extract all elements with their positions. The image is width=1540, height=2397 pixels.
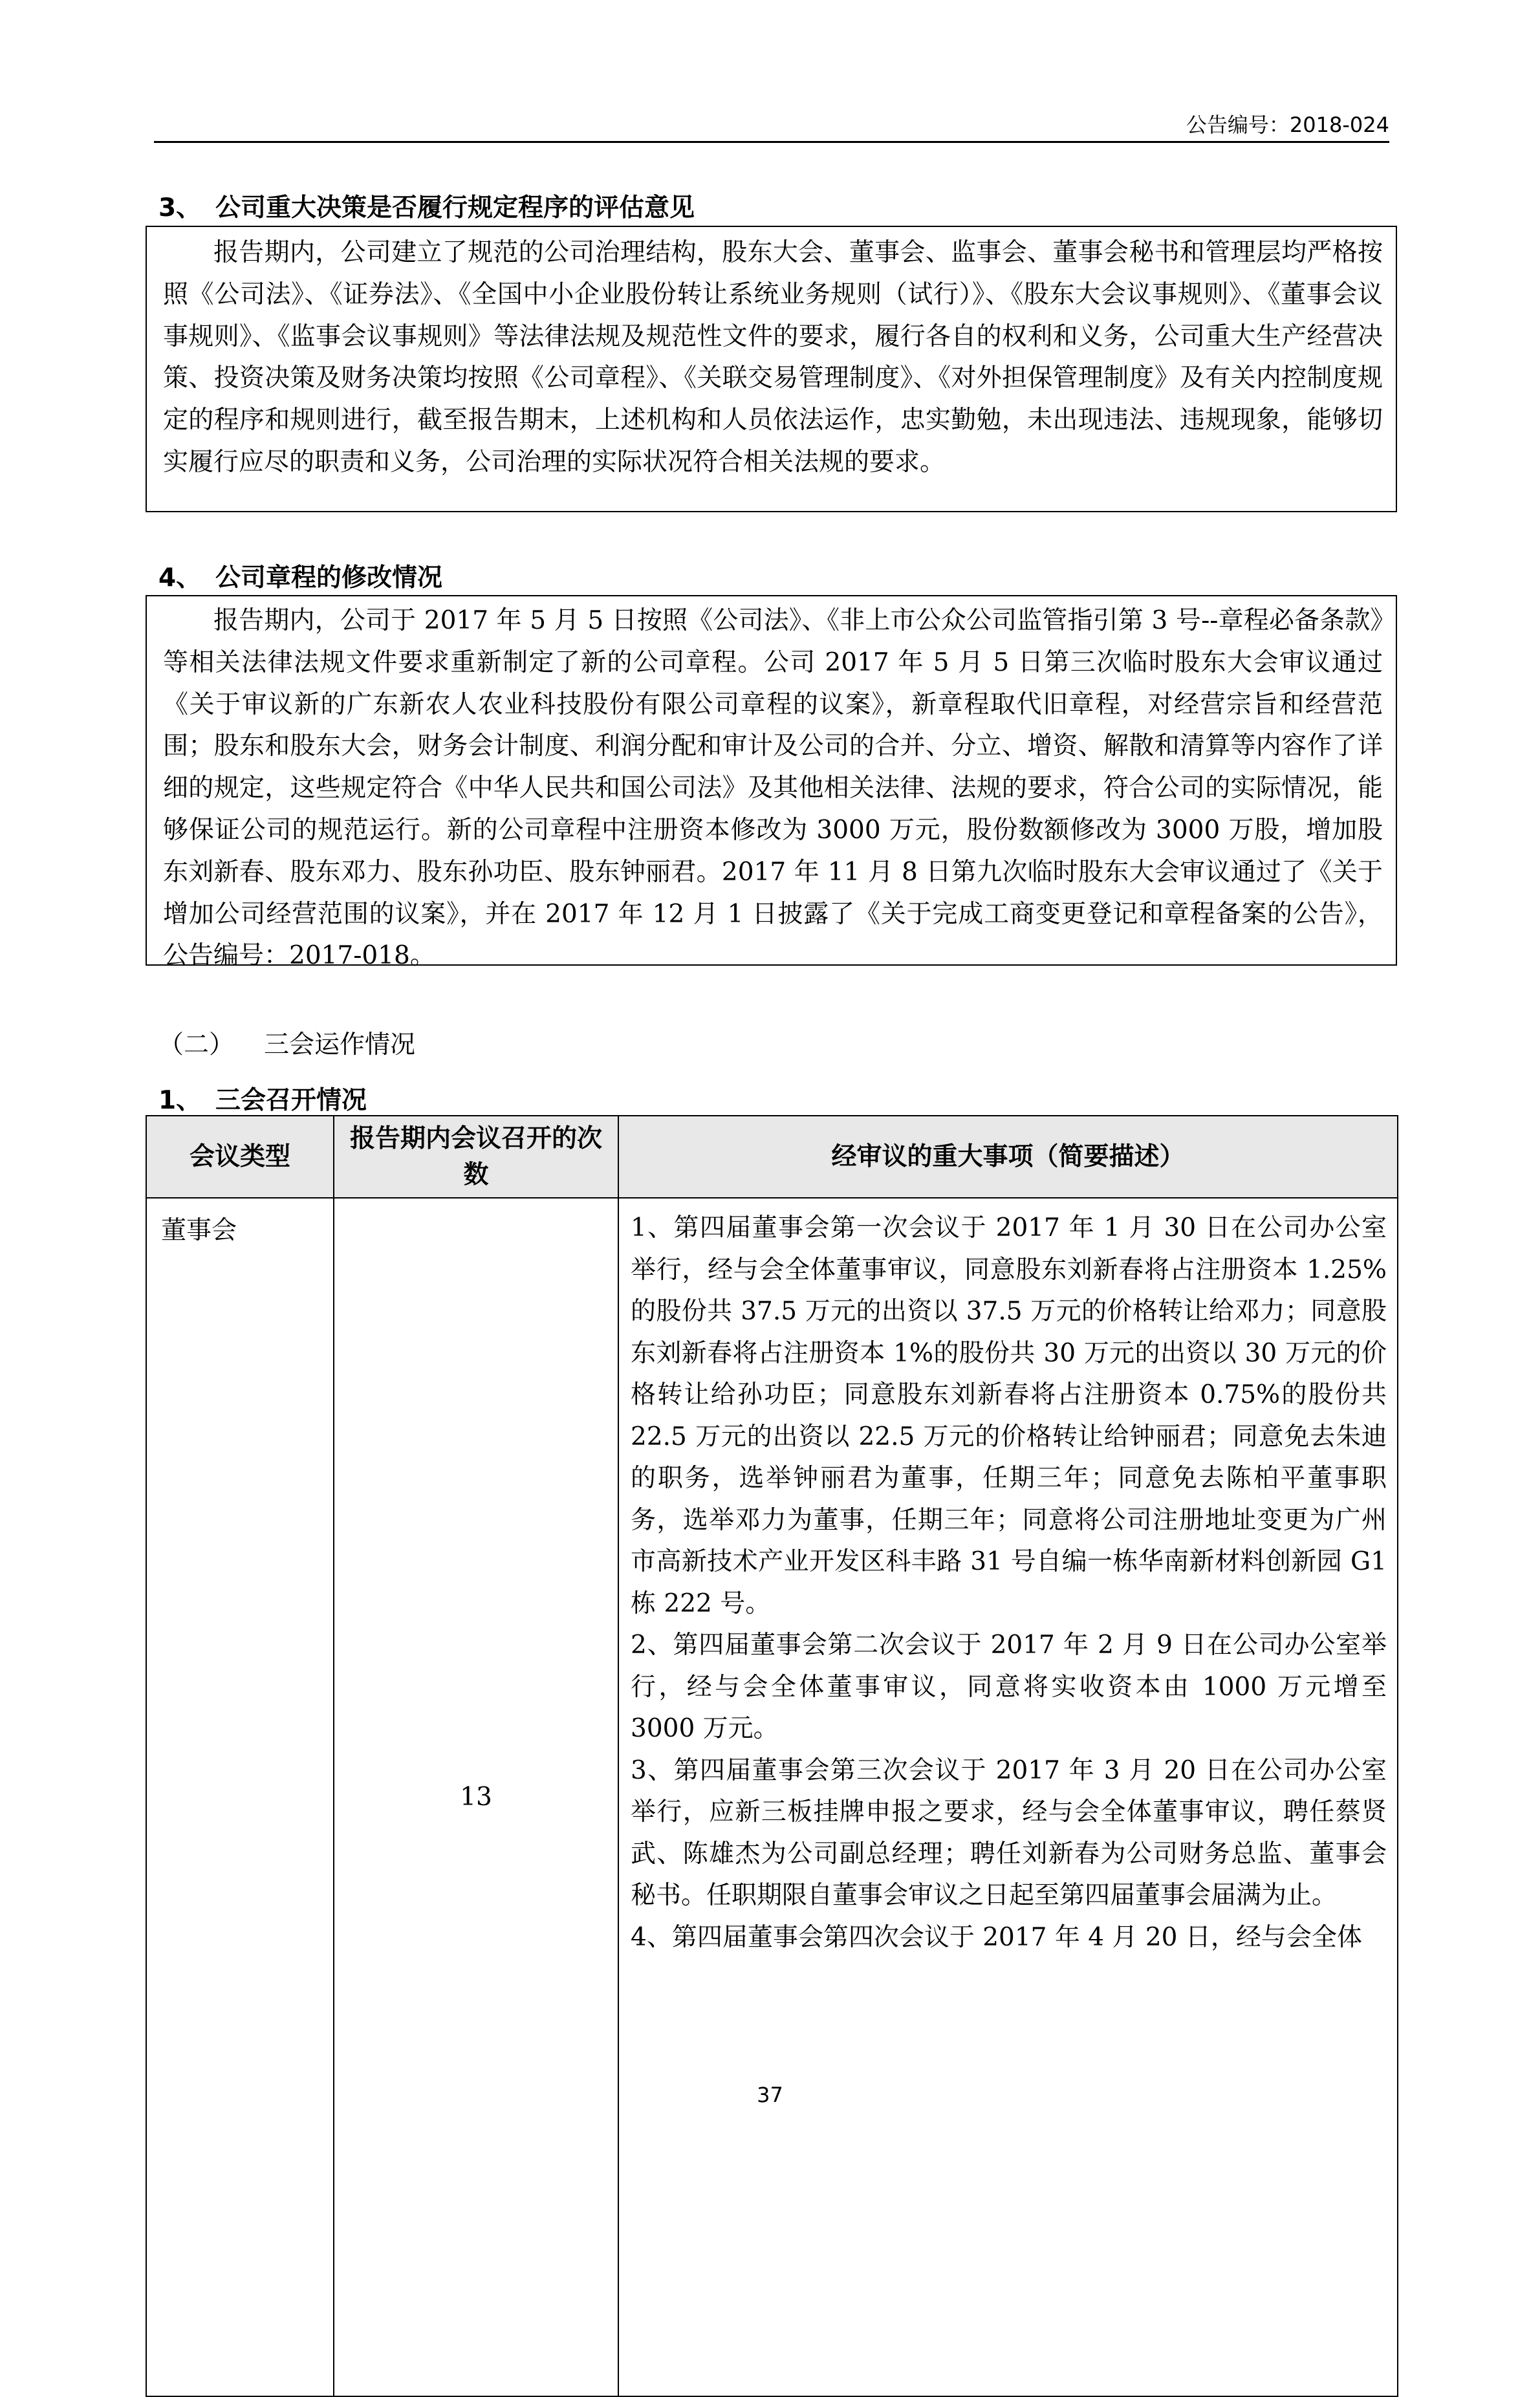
section-4-title: 公司章程的修改情况 <box>215 563 443 592</box>
meetings-table <box>146 1115 1398 2397</box>
section-b-heading <box>158 1025 415 1061</box>
header-major-items: 经审议的重大事项（简要描述） <box>618 1116 1398 1198</box>
section-1-heading <box>158 1080 367 1116</box>
table-header-row <box>146 1116 1398 1198</box>
section-b-title: 三会运作情况 <box>264 1030 416 1059</box>
page-number: 37 <box>757 2083 783 2107</box>
section-3-text: 报告期内，公司建立了规范的公司治理结构，股东大会、董事会、监事会、董事会秘书和管理层均严格按照《公司法》、《证券法》、《全国中小企业股份转让系统业务规则（试行）》、《股东大会议事规则》、《董事会议事规则》、《监事会议事规则》等法律法规及规范性文件的要求，履行各自的权利和义务，公司重大生产经营决策、投资决策及财务决策均按照《公司章程》、《关联交易管理制度》、《对外担保管理制度》及有关内控制度规定的程序和规则进行，截至报告期末，上述机构和人员依法运作，忠实勤勉，未出现违法、违规现象，能够切实履行应尽的职责和义务，公司治理的实际状况符合相关法规的要求。 <box>163 238 1383 477</box>
section-4-heading <box>158 558 442 594</box>
section-4-text: 报告期内，公司于 2017 年 5 月 5 日按照《公司法》、《非上市公众公司监管指引第 3 号--章程必备条款》等相关法律法规文件要求重新制定了新的公司章程。公司 2017 年 5 月 5 日第三次临时股东大会审议通过《关于审议新的广东新农人农业科技股份有限公司章程的议案》，新章程取代旧章程，对经营宗旨和经营范围；股东和股东大会，财务会计制度、利润分配和审计及公司的合并、分立、增资、解散和清算等内容作了详细的规定，这些规定符合《中华人民共和国公司法》及其他相关法律、法规的要求，符合公司的实际情况，能够保证公司的规范运行。新的公司章程中注册资本修改为 3000 万元，股份数额修改为 3000 万股，增加股东刘新春、股东邓力、股东孙功臣、股东钟丽君。2017 年 11 月 8 日第九次临时股东大会审议通过了《关于增加公司经营范围的议案》，并在 2017 年 12 月 1 日披露了《关于完成工商变更登记和章程备案的公告》，公告编号：2017-018。 <box>163 606 1383 971</box>
section-4-box <box>146 595 1397 971</box>
section-3-heading <box>158 188 695 224</box>
header-meeting-count: 报告期内会议召开的次数 <box>334 1116 618 1198</box>
major-item: 4、第四届董事会第四次会议于 2017 年 4 月 20 日，经与会全体 <box>631 1922 1362 1952</box>
major-items-cell <box>618 1198 1398 2396</box>
header-rule <box>154 141 1389 143</box>
meeting-type-cell: 董事会 <box>146 1198 334 2396</box>
major-item: 1、第四届董事会第一次会议于 2017 年 1 月 30 日在公司办公室举行，经与会全体董事审议，同意股东刘新春将占注册资本 1.25%的股份共 37.5 万元的出资以 37.5 万元的价格转让给邓力；同意股东刘新春将占注册资本 1%的股份共 30 万元的出资以 30 万元的价格转让给孙功臣；同意股东刘新春将占注册资本 0.75%的股份共 22.5 万元的出资以 22.5 万元的价格转让给钟丽君；同意免去朱迪的职务，选举钟丽君为董事，任期三年；同意免去陈柏平董事职务，选举邓力为董事，任期三年；同意将公司注册地址变更为广州市高新技术产业开发区科丰路 31 号自编一栋华南新材料创新园 G1 栋 222 号。 <box>631 1213 1387 1618</box>
section-4-number: 4、 <box>158 563 202 592</box>
meeting-count-cell: 13 <box>334 1198 618 2396</box>
announcement-code: 公告编号：2018-024 <box>1186 113 1389 137</box>
table-row <box>146 1198 1398 2396</box>
major-item: 3、第四届董事会第三次会议于 2017 年 3 月 20 日在公司办公室举行，应新三板挂牌申报之要求，经与会全体董事审议，聘任蔡贤武、陈雄杰为公司副总经理；聘任刘新春为公司财务总监、董事会秘书。任职期限自董事会审议之日起至第四届董事会届满为止。 <box>631 1755 1387 1910</box>
header-meeting-type: 会议类型 <box>146 1116 334 1198</box>
section-1-title: 三会召开情况 <box>215 1086 367 1115</box>
section-3-number: 3、 <box>158 193 202 222</box>
section-1-number: 1、 <box>158 1086 202 1115</box>
section-3-title: 公司重大决策是否履行规定程序的评估意见 <box>215 193 695 222</box>
major-item: 2、第四届董事会第二次会议于 2017 年 2 月 9 日在公司办公室举行，经与会全体董事审议，同意将实收资本由 1000 万元增至 3000 万元。 <box>631 1631 1387 1743</box>
section-3-box <box>146 226 1397 512</box>
section-b-number: （二） <box>158 1030 235 1059</box>
